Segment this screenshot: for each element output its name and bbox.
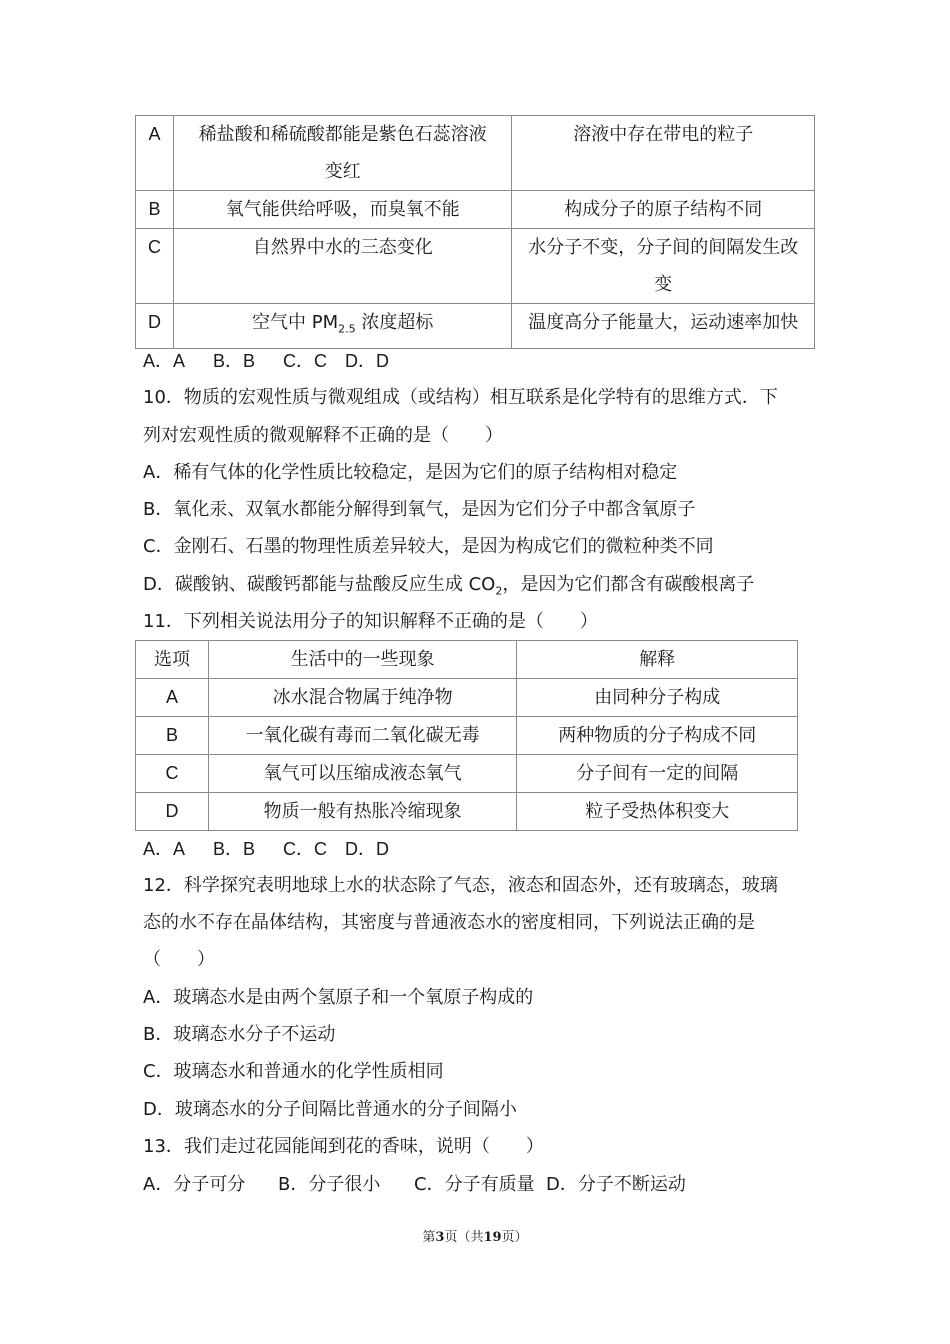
option-text: D．碳酸钠、碳酸钙都能与盐酸反应生成 CO <box>143 574 496 595</box>
table-header-row <box>136 641 798 679</box>
cell-text: 稀盐酸和稀硫酸都能是紫色石蕊溶液 <box>198 124 487 145</box>
header-explanation: 解释 <box>517 641 798 679</box>
phenomenon-cell: 物质一般有热胀冷缩现象 <box>208 793 517 831</box>
phenomenon-cell: 自然界中水的三态变化 <box>173 229 511 304</box>
explanation-cell: 粒子受热体积变大 <box>517 793 798 831</box>
explanation-cell: 温度高分子能量大，运动速率加快 <box>512 304 815 349</box>
header-option: 选项 <box>136 641 209 679</box>
table-row <box>136 229 815 304</box>
option-a[interactable]: A．分子可分 <box>143 1174 246 1195</box>
question11-table <box>135 640 798 831</box>
question12-stem-line2: 态的水不存在晶体结构，其密度与普通液态水的密度相同，下列说法正确的是 <box>143 912 755 933</box>
table-row <box>136 191 815 229</box>
phenomenon-cell <box>173 304 511 349</box>
page-number: 3 <box>435 1230 445 1245</box>
option-a[interactable]: A．A <box>143 839 186 859</box>
question11-stem: 11．下列相关说法用分子的知识解释不正确的是（ ） <box>143 611 598 632</box>
row-key: A <box>136 116 174 191</box>
question10-stem-line1: 10．物质的宏观性质与微观组成（或结构）相互联系是化学特有的思维方式．下 <box>143 387 778 408</box>
table-row <box>136 793 798 831</box>
option-text: ，是因为它们都含有碳酸根离子 <box>502 574 755 595</box>
explanation-cell: 构成分子的原子结构不同 <box>512 191 815 229</box>
question12-option-a[interactable]: A．玻璃态水是由两个氢原子和一个氧原子构成的 <box>143 987 534 1008</box>
question12-stem-line1: 12．科学探究表明地球上水的状态除了气态，液态和固态外，还有玻璃态，玻璃 <box>143 875 778 896</box>
phenomenon-cell: 一氧化碳有毒而二氧化碳无毒 <box>208 717 517 755</box>
question9-options <box>143 349 389 373</box>
phenomenon-cell: 氧气能供给呼吸，而臭氧不能 <box>173 191 511 229</box>
explanation-cell: 溶液中存在带电的粒子 <box>512 116 815 191</box>
option-d[interactable]: D．D <box>345 351 389 371</box>
option-d[interactable]: D．D <box>345 839 389 859</box>
explanation-cell: 两种物质的分子构成不同 <box>517 717 798 755</box>
cell-text: 浓度超标 <box>355 312 434 333</box>
question10-option-c[interactable]: C．金刚石、石墨的物理性质差异较大，是因为构成它们的微粒种类不同 <box>143 536 714 557</box>
option-a[interactable]: A．A <box>143 351 186 371</box>
row-key: C <box>136 755 209 793</box>
phenomenon-cell: 冰水混合物属于纯净物 <box>208 679 517 717</box>
footer-text: 页） <box>501 1230 528 1245</box>
phenomenon-cell: 氧气可以压缩成液态氧气 <box>208 755 517 793</box>
option-b[interactable]: B．B <box>213 351 256 371</box>
question10-option-d[interactable] <box>143 573 754 604</box>
header-phenomenon: 生活中的一些现象 <box>208 641 517 679</box>
option-b[interactable]: B．B <box>213 839 256 859</box>
table-row <box>136 755 798 793</box>
question10-option-a[interactable]: A．稀有气体的化学性质比较稳定，是因为它们的原子结构相对稳定 <box>143 462 678 483</box>
row-key: D <box>136 793 209 831</box>
total-pages: 19 <box>483 1230 502 1245</box>
table-row <box>136 116 815 191</box>
explanation-cell: 由同种分子构成 <box>517 679 798 717</box>
row-key: B <box>136 191 174 229</box>
question9-table <box>135 115 815 349</box>
option-b[interactable]: B．分子很小 <box>278 1174 381 1195</box>
option-c[interactable]: C．分子有质量 <box>414 1174 535 1195</box>
cell-text: 变红 <box>324 161 361 182</box>
explanation-cell <box>512 229 815 304</box>
cell-text: 水分子不变，分子间的间隔发生改 <box>528 237 799 258</box>
cell-text: 变 <box>654 274 673 295</box>
question11-options <box>143 837 389 861</box>
question13-stem: 13．我们走过花园能闻到花的香味，说明（ ） <box>143 1136 544 1157</box>
footer-text: 页（共 <box>444 1230 484 1245</box>
table-row <box>136 304 815 349</box>
question10-stem-line2: 列对宏观性质的微观解释不正确的是（ ） <box>143 425 503 446</box>
table-row <box>136 717 798 755</box>
option-c[interactable]: C．C <box>283 839 327 859</box>
row-key: B <box>136 717 209 755</box>
page-footer <box>0 1226 950 1245</box>
option-d[interactable]: D．分子不断运动 <box>546 1174 686 1195</box>
subscript: 2.5 <box>338 322 356 336</box>
row-key: C <box>136 229 174 304</box>
table-row <box>136 679 798 717</box>
explanation-cell: 分子间有一定的间隔 <box>517 755 798 793</box>
question10-option-b[interactable]: B．氧化汞、双氧水都能分解得到氧气，是因为它们分子中都含氧原子 <box>143 499 696 520</box>
cell-text: 空气中 PM <box>252 312 339 333</box>
question12-option-c[interactable]: C．玻璃态水和普通水的化学性质相同 <box>143 1061 444 1082</box>
question12-option-b[interactable]: B．玻璃态水分子不运动 <box>143 1024 336 1045</box>
question13-options <box>143 1173 686 1197</box>
question12-option-d[interactable]: D．玻璃态水的分子间隔比普通水的分子间隔小 <box>143 1099 517 1120</box>
subscript: 2 <box>495 584 503 598</box>
phenomenon-cell <box>173 116 511 191</box>
footer-text: 第 <box>422 1230 436 1245</box>
question12-stem-line3: （ ） <box>143 949 215 970</box>
row-key: A <box>136 679 209 717</box>
option-c[interactable]: C．C <box>283 351 327 371</box>
row-key: D <box>136 304 174 349</box>
